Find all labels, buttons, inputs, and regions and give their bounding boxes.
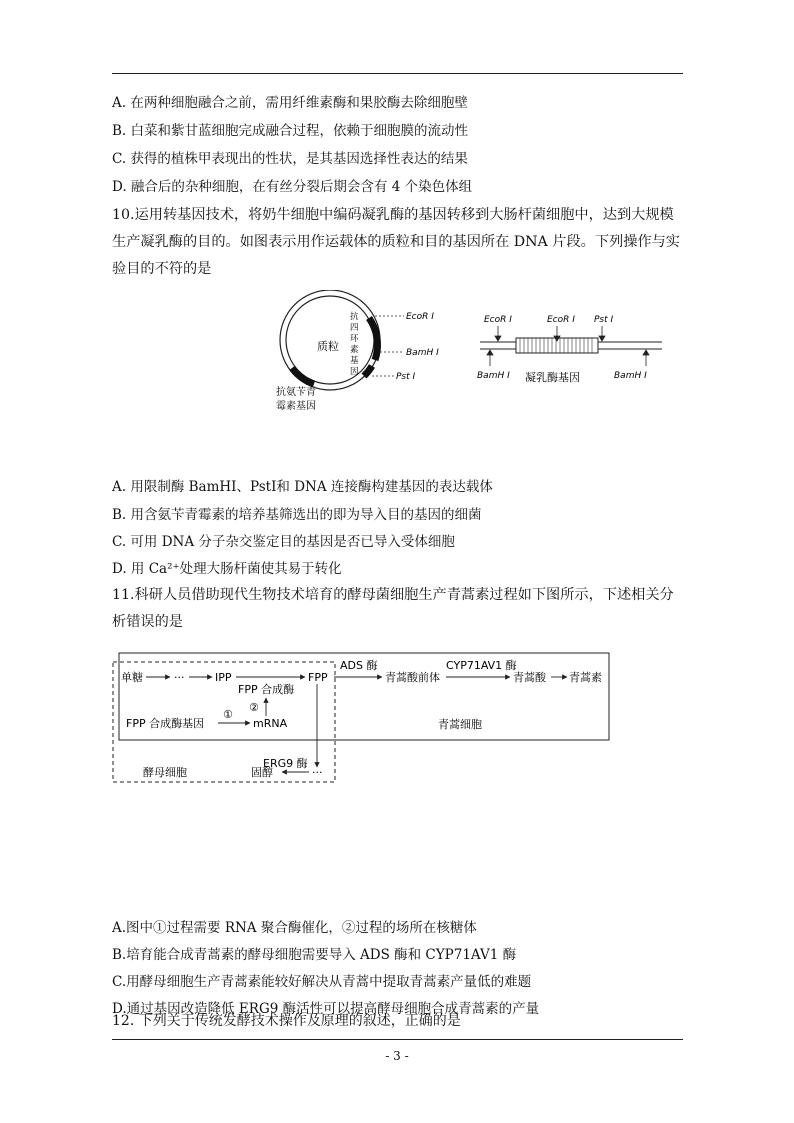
cyp-label: CYP71AV1 酶: [446, 659, 517, 672]
dna-ecor-left-label: EcoR Ⅰ: [484, 315, 512, 325]
amp-gene-label-1: 抗氨苄青: [276, 387, 316, 398]
q10-figure: [272, 290, 672, 415]
fpp-gene-label: FPP 合成酶基因: [126, 717, 205, 730]
q10-option-a: A. 用限制酶 BamHⅠ、PstⅠ和 DNA 连接酶构建基因的表达载体: [112, 479, 493, 495]
svg-text:抗: 抗: [350, 312, 359, 322]
erg9-label: ERG9 酶: [263, 757, 308, 770]
header-rule: [112, 73, 683, 74]
sugar-label: 单糖: [121, 671, 143, 684]
tetra-gene-label: [350, 311, 359, 377]
q10-stem: 10.运用转基因技术，将奶牛细胞中编码凝乳酶的基因转移到大肠杆菌细胞中，达到大规模生产凝乳酶的目的。如图表示用作运载体的质粒和目的基因所在 DNA 片段。下列操作与实验目的不符的是: [112, 207, 680, 277]
amp-gene-label-2: 霉素基因: [276, 401, 316, 412]
dna-bamh-right-label: BamH Ⅰ: [614, 371, 647, 381]
dna-ecor-mid-label: EcoR Ⅰ: [547, 315, 575, 325]
plasmid-label: 质粒: [317, 340, 339, 353]
q11-option-b: B.培育能合成青蒿素的酵母细胞需要导入 ADS 酶和 CYP71AV1 酶: [112, 947, 517, 963]
dna-pst-label: Pst Ⅰ: [594, 315, 614, 325]
svg-text:因: 因: [350, 367, 359, 377]
fpp-label: FPP: [308, 671, 328, 684]
yeast-cell-label: 酵母细胞: [143, 766, 187, 779]
q11-option-a: A.图中①过程需要 RNA 聚合酶催化，②过程的场所在核糖体: [112, 920, 477, 936]
q9-option-a: A. 在两种细胞融合之前，需用纤维素酶和果胶酶去除细胞壁: [112, 95, 468, 111]
ads-label: ADS 酶: [340, 659, 378, 672]
svg-text:基: 基: [350, 356, 359, 366]
target-gene-label: 凝乳酶基因: [525, 371, 580, 384]
mrna-label: mRNA: [253, 717, 288, 730]
plasmid-pst-label: Pst Ⅰ: [396, 372, 416, 382]
plasmid-bamh-label: BamH Ⅰ: [406, 348, 439, 358]
circ2-label: ②: [249, 701, 259, 714]
dots1-label: ···: [174, 671, 185, 684]
fpp-enzyme-label: FPP 合成酶: [238, 683, 295, 696]
dna-bamh-left-label: BamH Ⅰ: [477, 371, 510, 381]
q9-option-c: C. 获得的植株甲表现出的性状，是其基因选择性表达的结果: [112, 151, 468, 167]
sterol-label: 固醇: [251, 766, 273, 779]
plasmid-ecor-label: EcoR Ⅰ: [406, 312, 434, 322]
q10-option-b: B. 用含氨苄青霉素的培养基筛选出的即为导入目的基因的细菌: [112, 507, 482, 523]
artemisia-cell-label: 青蒿细胞: [438, 718, 482, 731]
svg-text:素: 素: [350, 345, 359, 355]
artemisinin-label: 青蒿素: [569, 671, 602, 684]
q11-option-d: D.通过基因改造降低 ERG9 酶活性可以提高酵母细胞合成青蒿素的产量: [112, 1001, 540, 1017]
svg-text:四: 四: [350, 323, 359, 333]
footer-rule: [112, 1039, 683, 1040]
tetra-gene-segment: [369, 318, 377, 360]
q11-stem: 11.科研人员借助现代生物技术培育的酵母菌细胞生产青蒿素过程如下图所示，下述相关分析错误的是: [112, 587, 674, 630]
acid-label: 青蒿酸: [513, 671, 546, 684]
q10-option-d: D. 用 Ca²⁺处理大肠杆菌使其易于转化: [112, 561, 342, 577]
q9-option-b: B. 白菜和紫甘蓝细胞完成融合过程，依赖于细胞膜的流动性: [112, 123, 469, 139]
svg-text:环: 环: [350, 334, 359, 344]
dots2-label: ···: [312, 766, 323, 779]
q10-option-c: C. 可用 DNA 分子杂交鉴定目的基因是否已导入受体细胞: [112, 534, 455, 550]
circ1-label: ①: [223, 708, 233, 721]
q11-figure: [112, 648, 612, 788]
precursor-label: 青蒿酸前体: [385, 671, 440, 684]
q9-option-d: D. 融合后的杂种细胞，在有丝分裂后期会含有 4 个染色体组: [112, 179, 473, 195]
pst-segment: [364, 366, 372, 376]
amp-gene-segment: [292, 368, 314, 384]
page-number: - 3 -: [385, 1049, 409, 1063]
q11-option-c: C.用酵母细胞生产青蒿素能较好解决从青蒿中提取青蒿素产量低的难题: [112, 974, 532, 990]
q12-stem: 12. 下列关于传统发酵技术操作及原理的叙述，正确的是: [112, 1013, 461, 1029]
ipp-label: IPP: [215, 671, 232, 684]
